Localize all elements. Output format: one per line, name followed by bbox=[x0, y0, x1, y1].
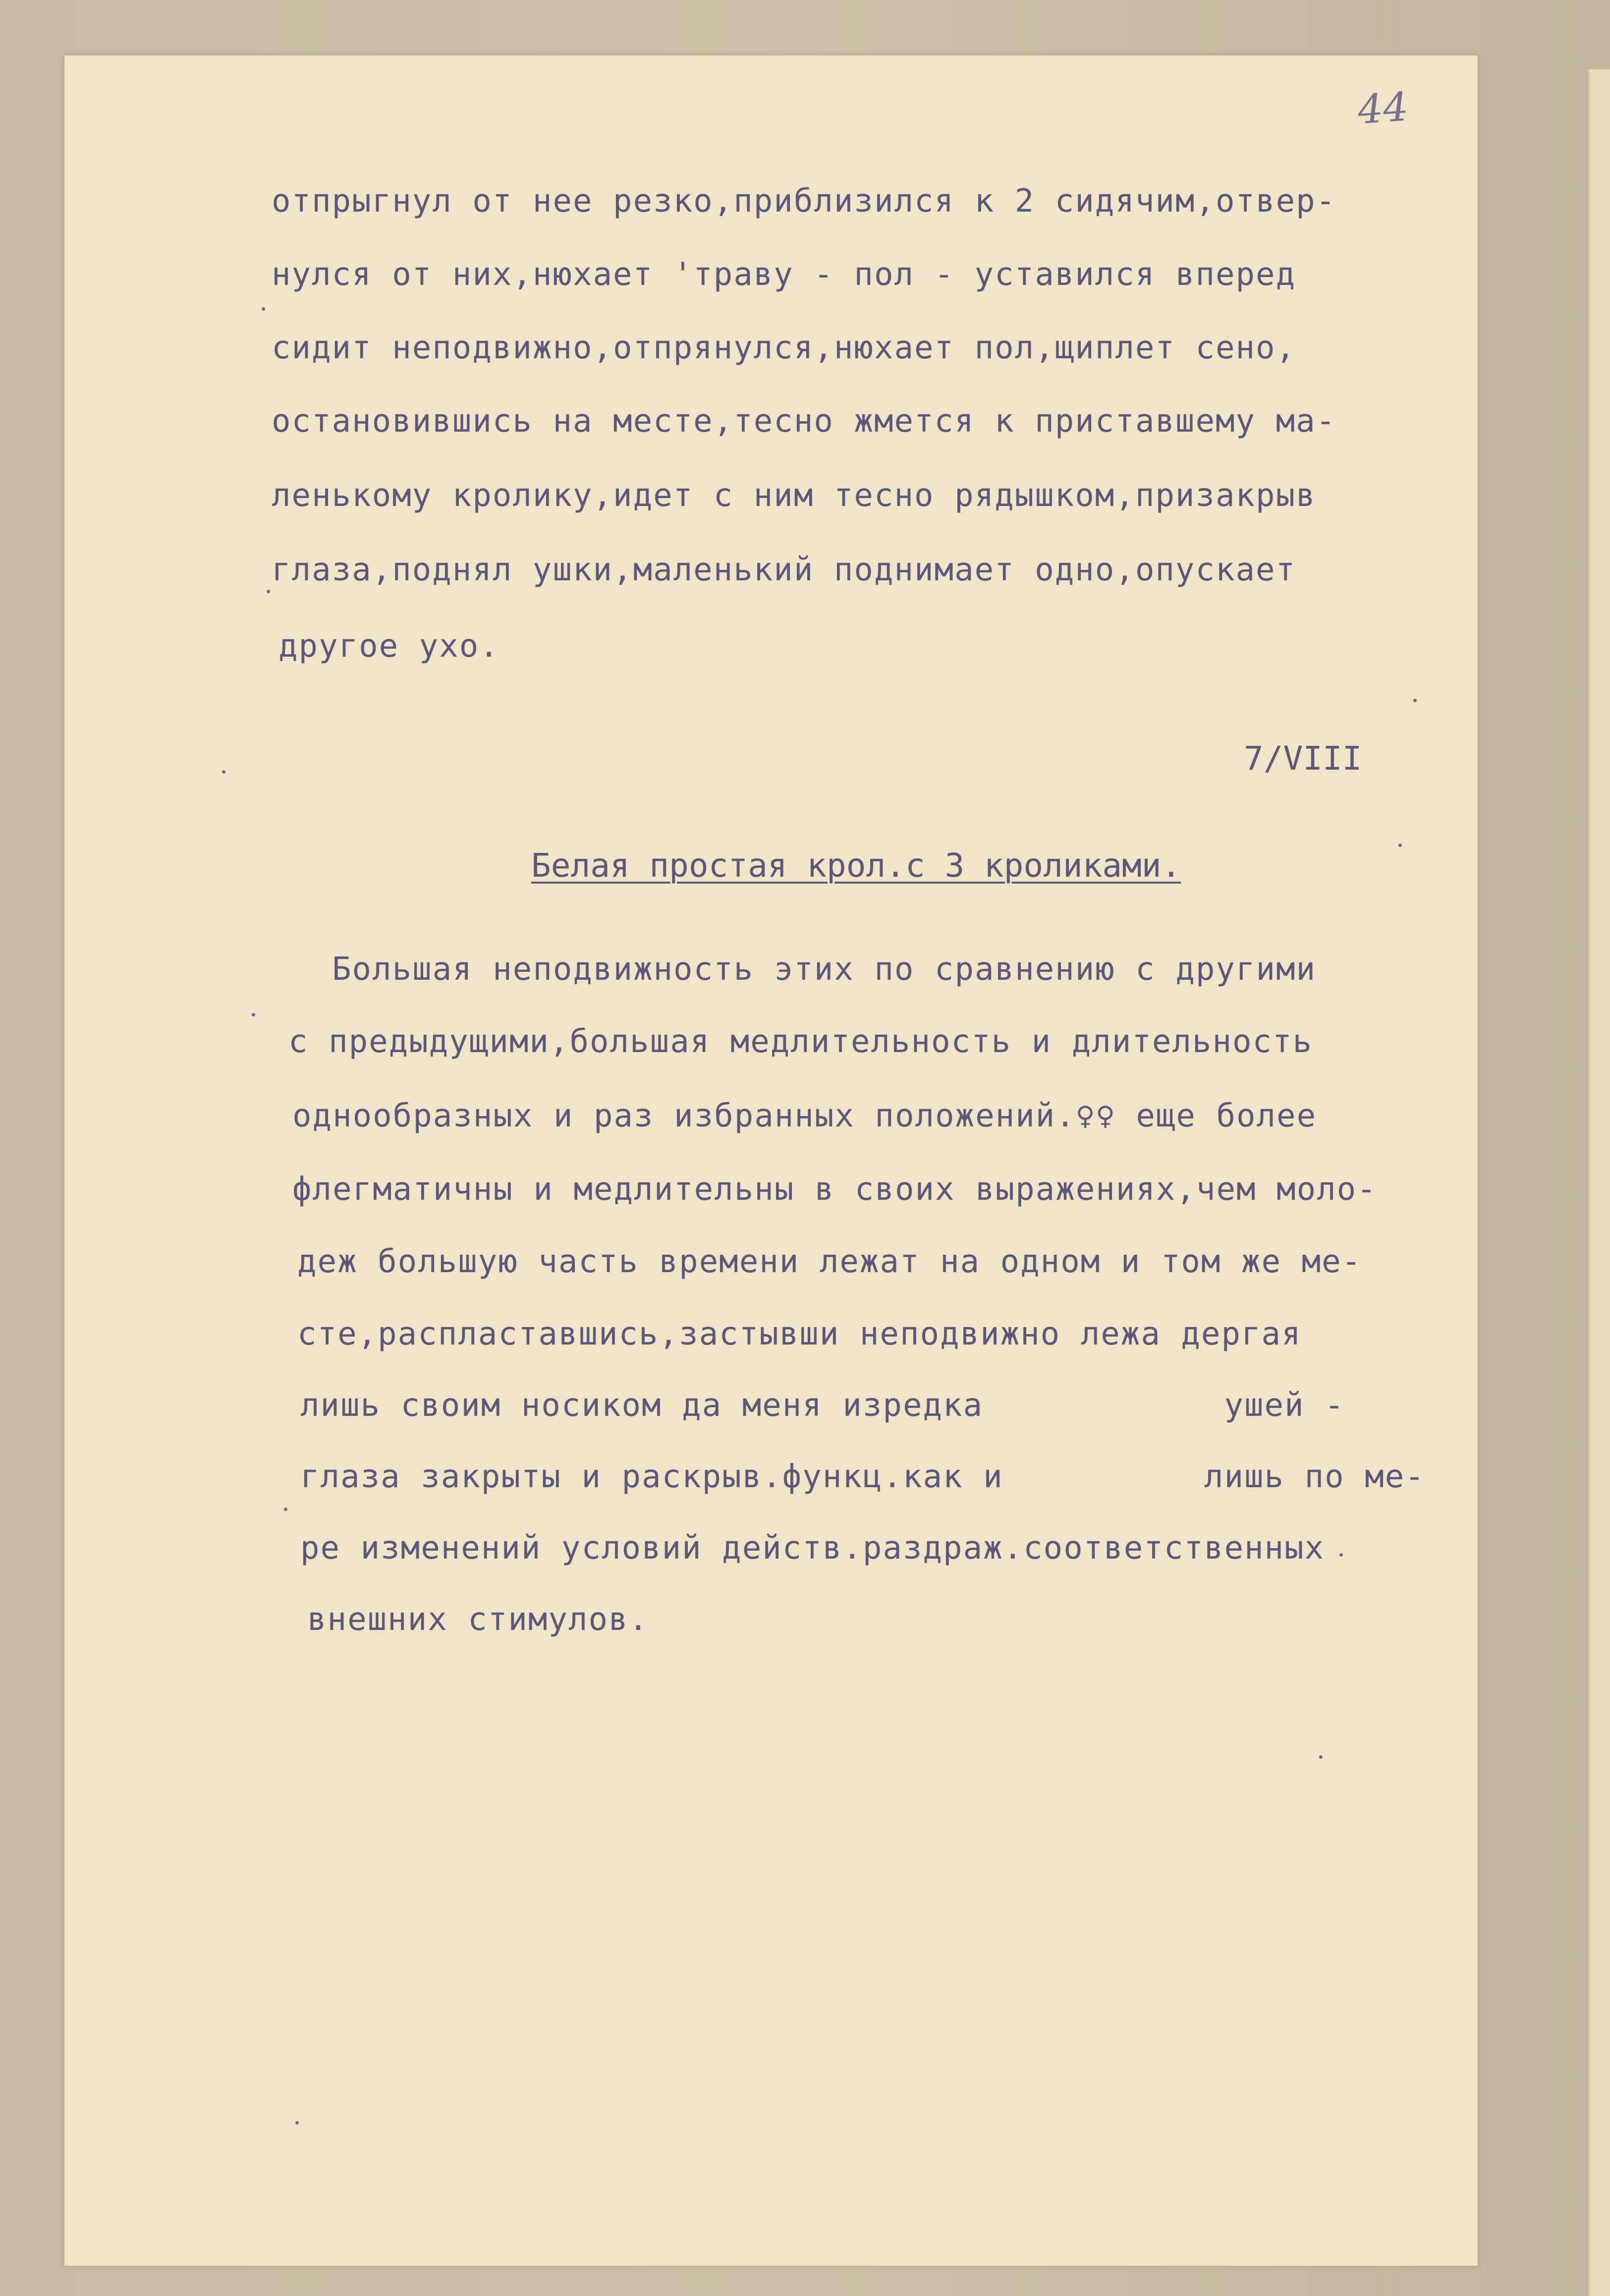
text-line: сидит неподвижно,отпрянулся,нюхает пол,щиплет сено, bbox=[272, 330, 1296, 366]
text-line: нулся от них,нюхает 'траву - пол - уставился вперед bbox=[272, 256, 1296, 293]
ink-speck bbox=[222, 770, 225, 774]
ink-speck bbox=[1339, 1553, 1343, 1557]
ink-speck bbox=[252, 1013, 255, 1016]
text-line: однообразных и раз избранных положений.♀♀ еще более bbox=[292, 1098, 1317, 1134]
text-line: глаза,поднял ушки,маленький поднимает одно,опускает bbox=[272, 552, 1296, 588]
ink-speck bbox=[267, 590, 270, 593]
text-line: лишь своим носиком да меня изредка ушей - bbox=[300, 1387, 1345, 1424]
text-line: другое ухо. bbox=[278, 628, 500, 665]
ink-speck bbox=[1398, 843, 1402, 847]
entry-date: 7/VIII bbox=[1244, 739, 1362, 778]
text-line: остановившись на месте,тесно жмется к приставшему ма- bbox=[272, 403, 1336, 440]
text-line: деж большую часть времени лежат на одном и том же ме- bbox=[297, 1243, 1362, 1280]
ink-speck bbox=[1413, 699, 1417, 702]
section-heading: Белая простая крол.с 3 кроликами. bbox=[531, 846, 1181, 885]
text-line: Большая неподвижность этих по сравнению с другими bbox=[332, 951, 1317, 988]
ink-speck bbox=[284, 1508, 287, 1511]
text-line: флегматичны и медлительны в своих выражениях,чем моло- bbox=[292, 1171, 1377, 1208]
document-page bbox=[64, 56, 1478, 2266]
ink-speck bbox=[295, 2121, 299, 2125]
text-line: с предыдущими,большая медлительность и длительность bbox=[288, 1023, 1313, 1060]
text-line: глаза закрыты и раскрыв.функц.как и лишь по ме- bbox=[300, 1458, 1425, 1495]
ink-speck bbox=[262, 307, 265, 311]
text-line: ленькому кролику,идет с ним тесно рядышком,призакрыв bbox=[272, 477, 1316, 514]
text-line: внешних стимулов. bbox=[307, 1601, 649, 1638]
adjacent-sheet-edge bbox=[1588, 69, 1610, 2296]
folio-number: 44 bbox=[1356, 83, 1410, 133]
ink-speck bbox=[1319, 1755, 1323, 1759]
text-line: сте,распластавшись,застывши неподвижно лежа дергая bbox=[297, 1316, 1302, 1352]
text-line: отпрыгнул от нее резко,приблизился к 2 сидячим,отвер- bbox=[272, 183, 1336, 220]
text-line: ре изменений условий действ.раздраж.соответственных bbox=[300, 1530, 1325, 1567]
